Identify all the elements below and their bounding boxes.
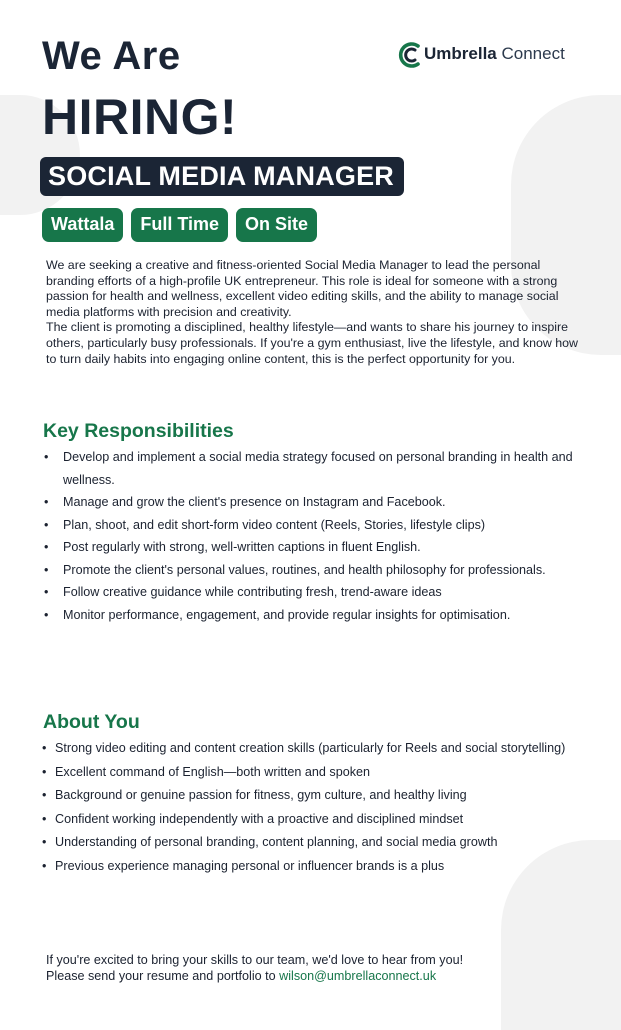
responsibilities-list (44, 446, 584, 626)
intro-text (46, 258, 586, 367)
list-item: • Manage and grow the client's presence on Instagram and Facebook. (44, 491, 584, 514)
company-logo (398, 40, 598, 70)
list-item: • Promote the client's personal values, routines, and health philosophy for professionals. (44, 559, 584, 582)
about-you-list (42, 737, 602, 878)
logo-suffix-text: Connect (501, 44, 565, 63)
headline-hiring: HIRING! (42, 89, 238, 145)
list-item: • Plan, shoot, and edit short-form video content (Reels, Stories, lifestyle clips) (44, 514, 584, 537)
job-title-banner: SOCIAL MEDIA MANAGER (40, 157, 404, 196)
tag-location: Wattala (42, 208, 123, 242)
list-item: • Follow creative guidance while contributing fresh, trend-aware ideas (44, 581, 584, 604)
job-tags (42, 208, 317, 242)
list-item: • Monitor performance, engagement, and provide regular insights for optimisation. (44, 604, 584, 627)
tag-work-mode: On Site (236, 208, 317, 242)
intro-paragraph-1: We are seeking a creative and fitness-oriented Social Media Manager to lead the personal branding efforts of a high-profile UK entrepreneur. This role is ideal for someone with a strong passion for health and wellness, excellent video editing skills, and the ability to manage social media platforms with precision and creativity. (46, 258, 559, 319)
contact-email-link[interactable]: wilson@umbrellaconnect.uk (279, 969, 437, 983)
headline-we-are: We Are (42, 34, 181, 78)
about-you-heading: About You (43, 711, 140, 733)
list-item: • Previous experience managing personal or influencer brands is a plus (42, 855, 602, 879)
list-item: • Post regularly with strong, well-written captions in fluent English. (44, 536, 584, 559)
list-item: • Excellent command of English—both written and spoken (42, 761, 602, 785)
list-item: • Confident working independently with a proactive and disciplined mindset (42, 808, 602, 832)
tag-employment-type: Full Time (131, 208, 228, 242)
c-logo-icon (398, 41, 424, 69)
closing-text (46, 952, 586, 984)
closing-line-2 (46, 968, 586, 984)
list-item: • Strong video editing and content creation skills (particularly for Reels and social storytelling) (42, 737, 602, 761)
list-item: • Background or genuine passion for fitness, gym culture, and healthy living (42, 784, 602, 808)
list-item: • Understanding of personal branding, content planning, and social media growth (42, 831, 602, 855)
closing-prefix: Please send your resume and portfolio to (46, 969, 276, 983)
intro-paragraph-2: The client is promoting a disciplined, healthy lifestyle—and wants to share his journey to inspire others, particularly busy professionals. If you're a gym enthusiast, live the lifestyle, and know how to turn daily habits into engaging online content, this is the perfect opportunity for you. (46, 320, 578, 366)
closing-line-1: If you're excited to bring your skills to our team, we'd love to hear from you! (46, 953, 464, 967)
list-item: • Develop and implement a social media strategy focused on personal branding in health and wellness. (44, 446, 584, 491)
logo-brand-text: Umbrella (424, 44, 497, 63)
responsibilities-heading: Key Responsibilities (43, 420, 234, 442)
